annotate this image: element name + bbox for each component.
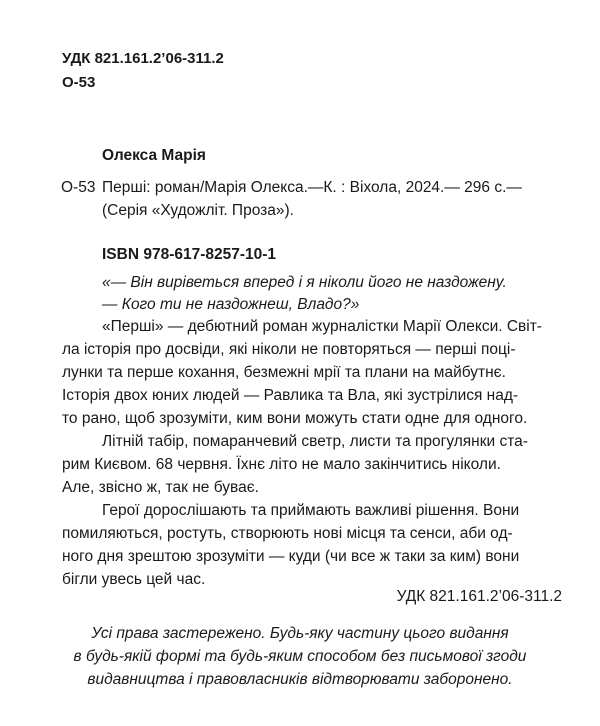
- biblio-line-2: (Серія «Художліт. Проза»).: [102, 202, 294, 219]
- biblio-line-1: Перші: роман/Марія Олекса.—К. : Віхола, 2024.— 296 с.—: [102, 179, 522, 196]
- annotation-line: «Перші» — дебютний роман журналістки Марії Олекси. Світ-: [102, 318, 542, 335]
- rights-line-1: Усі права застережено. Будь-яку частину цього видання: [91, 625, 509, 642]
- epigraph-line-2: — Кого ти не наздожнеш, Владо?»: [102, 296, 360, 313]
- epigraph-line-1: «— Він виріветься вперед і я ніколи його не наздожену.: [102, 274, 507, 291]
- author-code: О-53: [61, 179, 96, 196]
- author-name: Олекса Марія: [102, 147, 206, 164]
- annotation-line: Історія двох юних людей — Равлика та Вла, які зустрілися над-: [62, 387, 519, 404]
- annotation-line: лунки та перше кохання, безмежні мрії та плани на майбутнє.: [62, 364, 506, 381]
- rights-line-3: видавництва і правовласників відтворювати заборонено.: [87, 671, 513, 688]
- annotation-line: рим Києвом. 68 червня. Їхнє літо не мало закінчитись ніколи.: [62, 456, 501, 473]
- bbk-code-top: О-53: [62, 74, 96, 91]
- annotation-line: Герої дорослішають та приймають важливі рішення. Вони: [102, 502, 520, 519]
- rights-line-2: в будь-якій формі та будь-яким способом без письмової згоди: [73, 648, 527, 665]
- annotation-line: Літній табір, помаранчевий светр, листи та прогулянки ста-: [102, 433, 528, 450]
- annotation-line: бігли увесь цей час.: [62, 571, 206, 588]
- annotation-line: ла історія про досвіди, які ніколи не повторяться — перші поці-: [62, 341, 516, 358]
- annotation-line: помиляються, ростуть, створюють нові місця та сенси, аби од-: [62, 525, 513, 542]
- isbn: ISBN 978-617-8257-10-1: [102, 246, 277, 263]
- annotation-line: то рано, щоб зрозуміти, ким вони можуть стати одне для одного.: [62, 410, 528, 427]
- annotation-line: Але, звісно ж, так не буває.: [62, 479, 259, 496]
- annotation-line: ного дня зрештою зрозуміти — куди (чи все ж таки за ким) вони: [62, 548, 520, 565]
- udk-code-top: УДК 821.161.2’06-311.2: [62, 50, 224, 67]
- udk-code-bottom: УДК 821.161.2’06-311.2: [396, 588, 562, 605]
